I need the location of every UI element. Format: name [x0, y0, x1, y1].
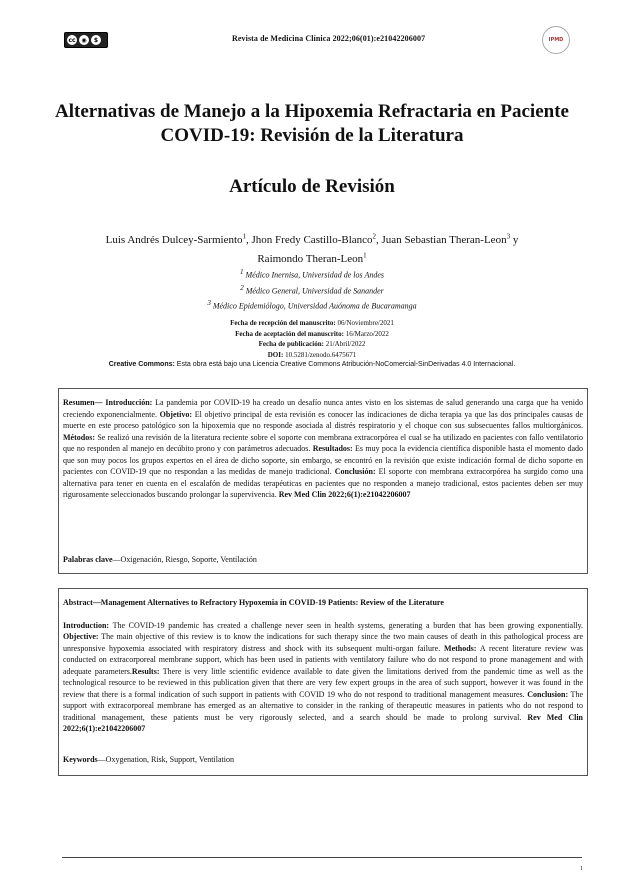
- resumen-box: [58, 388, 588, 574]
- palabras-clave: Palabras clave—Oxigenación, Riesgo, Soporte, Ventilación: [63, 555, 257, 564]
- affiliations: [40, 266, 584, 313]
- page-header: [62, 30, 582, 54]
- affiliation: $^3$ Médico Epidemiólogo, Universidad Auónoma de Bucaramanga: [207, 299, 417, 311]
- author: Jhon Fredy Castillo-Blanco$^2$,: [251, 232, 382, 246]
- published-date: Fecha de publicación: 21/Abril/2022: [258, 340, 366, 348]
- manuscript-dates: [40, 318, 584, 371]
- keywords: Keywords—Oxygenation, Risk, Support, Ventilation: [63, 755, 234, 764]
- author: Luis Andrés Dulcey-Sarmiento$^1$,: [105, 232, 252, 246]
- cc-icon: cc: [68, 36, 76, 44]
- journal-citation: Revista de Medicina Clínica 2022;06(01):e21042206007: [232, 34, 426, 43]
- creative-commons-logo: [64, 32, 108, 48]
- by-icon: ◉: [79, 35, 89, 45]
- institution-seal: [542, 26, 570, 54]
- resumen-text: Resumen— Introducción: La pandemia por COVID-19 ha creado un desafío nunca antes visto en los sistemas de salud generando una carga que ha venido creciendo exponencialmente. Objetivo: El objetivo principal de esta revisión es conocer las indicaciones de dicha terapia ya que las dos principales causas de muerte en este proceso patológico son la hipoxemia que no responde asociada al distrés respiratorio y el choque con sus subsecuentes fallos multiorgánicos. Métodos: Se realizó una revisión de la literatura reciente sobre el soporte con membrana extracorpórea el cual se ha utilizado en pacientes con fallo ventilatorio que no responden al manejo en decúbito prono y con parámetros adecuados. Resultados: Es muy poca la evidencia científica disponible hasta el momento dado que son muy pocos los grupos expertos en el área de dicho soporte, sin embargo, se encontró en la revisión que existe indicación formal de dicho soporte en pacientes con COVID-19 que no respondan a las medidas de manejo tradicional. Conclusión: El soporte con membrana extracorpórea ha surgido como una alternativa para tener en cuenta en el escalafón de medidas terapéuticas en pacientes que no responden a manejo tradicional, estos pacientes deben ser muy rigurosamente seleccionados buscando prolongar la supervivencia. Rev Med Clin 2022;6(1):e21042206007: [63, 398, 584, 499]
- license-statement: Creative Commons: Esta obra está bajo una Licencia Creative Commons Atribución-NoComercial-SinDerivadas 4.0 Internacional.: [108, 361, 516, 368]
- nc-icon: $: [91, 35, 101, 45]
- affiliation: $^2$ Médico General, Universidad de Sanander: [240, 283, 384, 296]
- page-number: 1: [580, 866, 583, 872]
- abstract-heading: Abstract—Management Alternatives to Refractory Hypoxemia in COVID-19 Patients: Review of the Literature: [63, 598, 444, 607]
- affiliation: $^1$ Médico Inernisa, Universidad de los Andes: [240, 268, 384, 280]
- author: Raimondo Theran-Leon$^1$: [257, 251, 367, 266]
- footer-divider: [62, 857, 582, 858]
- article-title: Alternativas de Manejo a la Hipoxemia Refractaria en Paciente COVID-19: Revisión de la Literatura: [55, 101, 569, 146]
- author-list: [72, 228, 552, 267]
- author: Juan Sebastian Theran-Leon$^3$ y: [381, 232, 519, 246]
- seal-label: IPMD: [548, 37, 564, 43]
- received-date: Fecha de recepción del manuscrito: 06/Noviembre/2021: [230, 319, 394, 327]
- doi: DOI: 10.5281/zenodo.6475671: [267, 350, 357, 359]
- abstract-box: [58, 588, 588, 776]
- article-type: Artículo de Revisión: [229, 176, 395, 197]
- abstract-text: Abstract—Management Alternatives to Refractory Hypoxemia in COVID-19 Patients: Review of the Literature Introduction: The COVID-19 pandemic has created a challenge never seen in health systems, generating a burden that has been growing exponentially. Objective: The main objective of this review is to know the indications for such therapy since the two main causes of death in this pathological process are unresponsive hypoxemia associated with respiratory distress and shock with its subsequent multi-organ failure. Methods: A recent literature review was conducted on extracorporeal membrane support, which has been used in patients with ventilatory failure who do not respond to prone management and with adequate parameters.Results: There is very little scientific evidence available to date given the limitations derived from the pandemic time as well as the technological resource to be reviewed in this publication given that there are very few expert groups in the area of such support, however it was found in the review that there is a formal indication of such support in patients with COVID 19 who do not respond to traditional management measures. Conclusion: The support with extracorporeal membrane has emerged as an alternative to consider in the ranking of therapeutic measures in patients who do not respond to traditional management, these patients must be very rigorously selected, and a search should be made to prolong survival. Rev Med Clin 2022;6(1):e21042206007: [63, 598, 583, 733]
- accepted-date: Fecha de aceptación del manuscrito: 16/Marzo/2022: [235, 329, 389, 338]
